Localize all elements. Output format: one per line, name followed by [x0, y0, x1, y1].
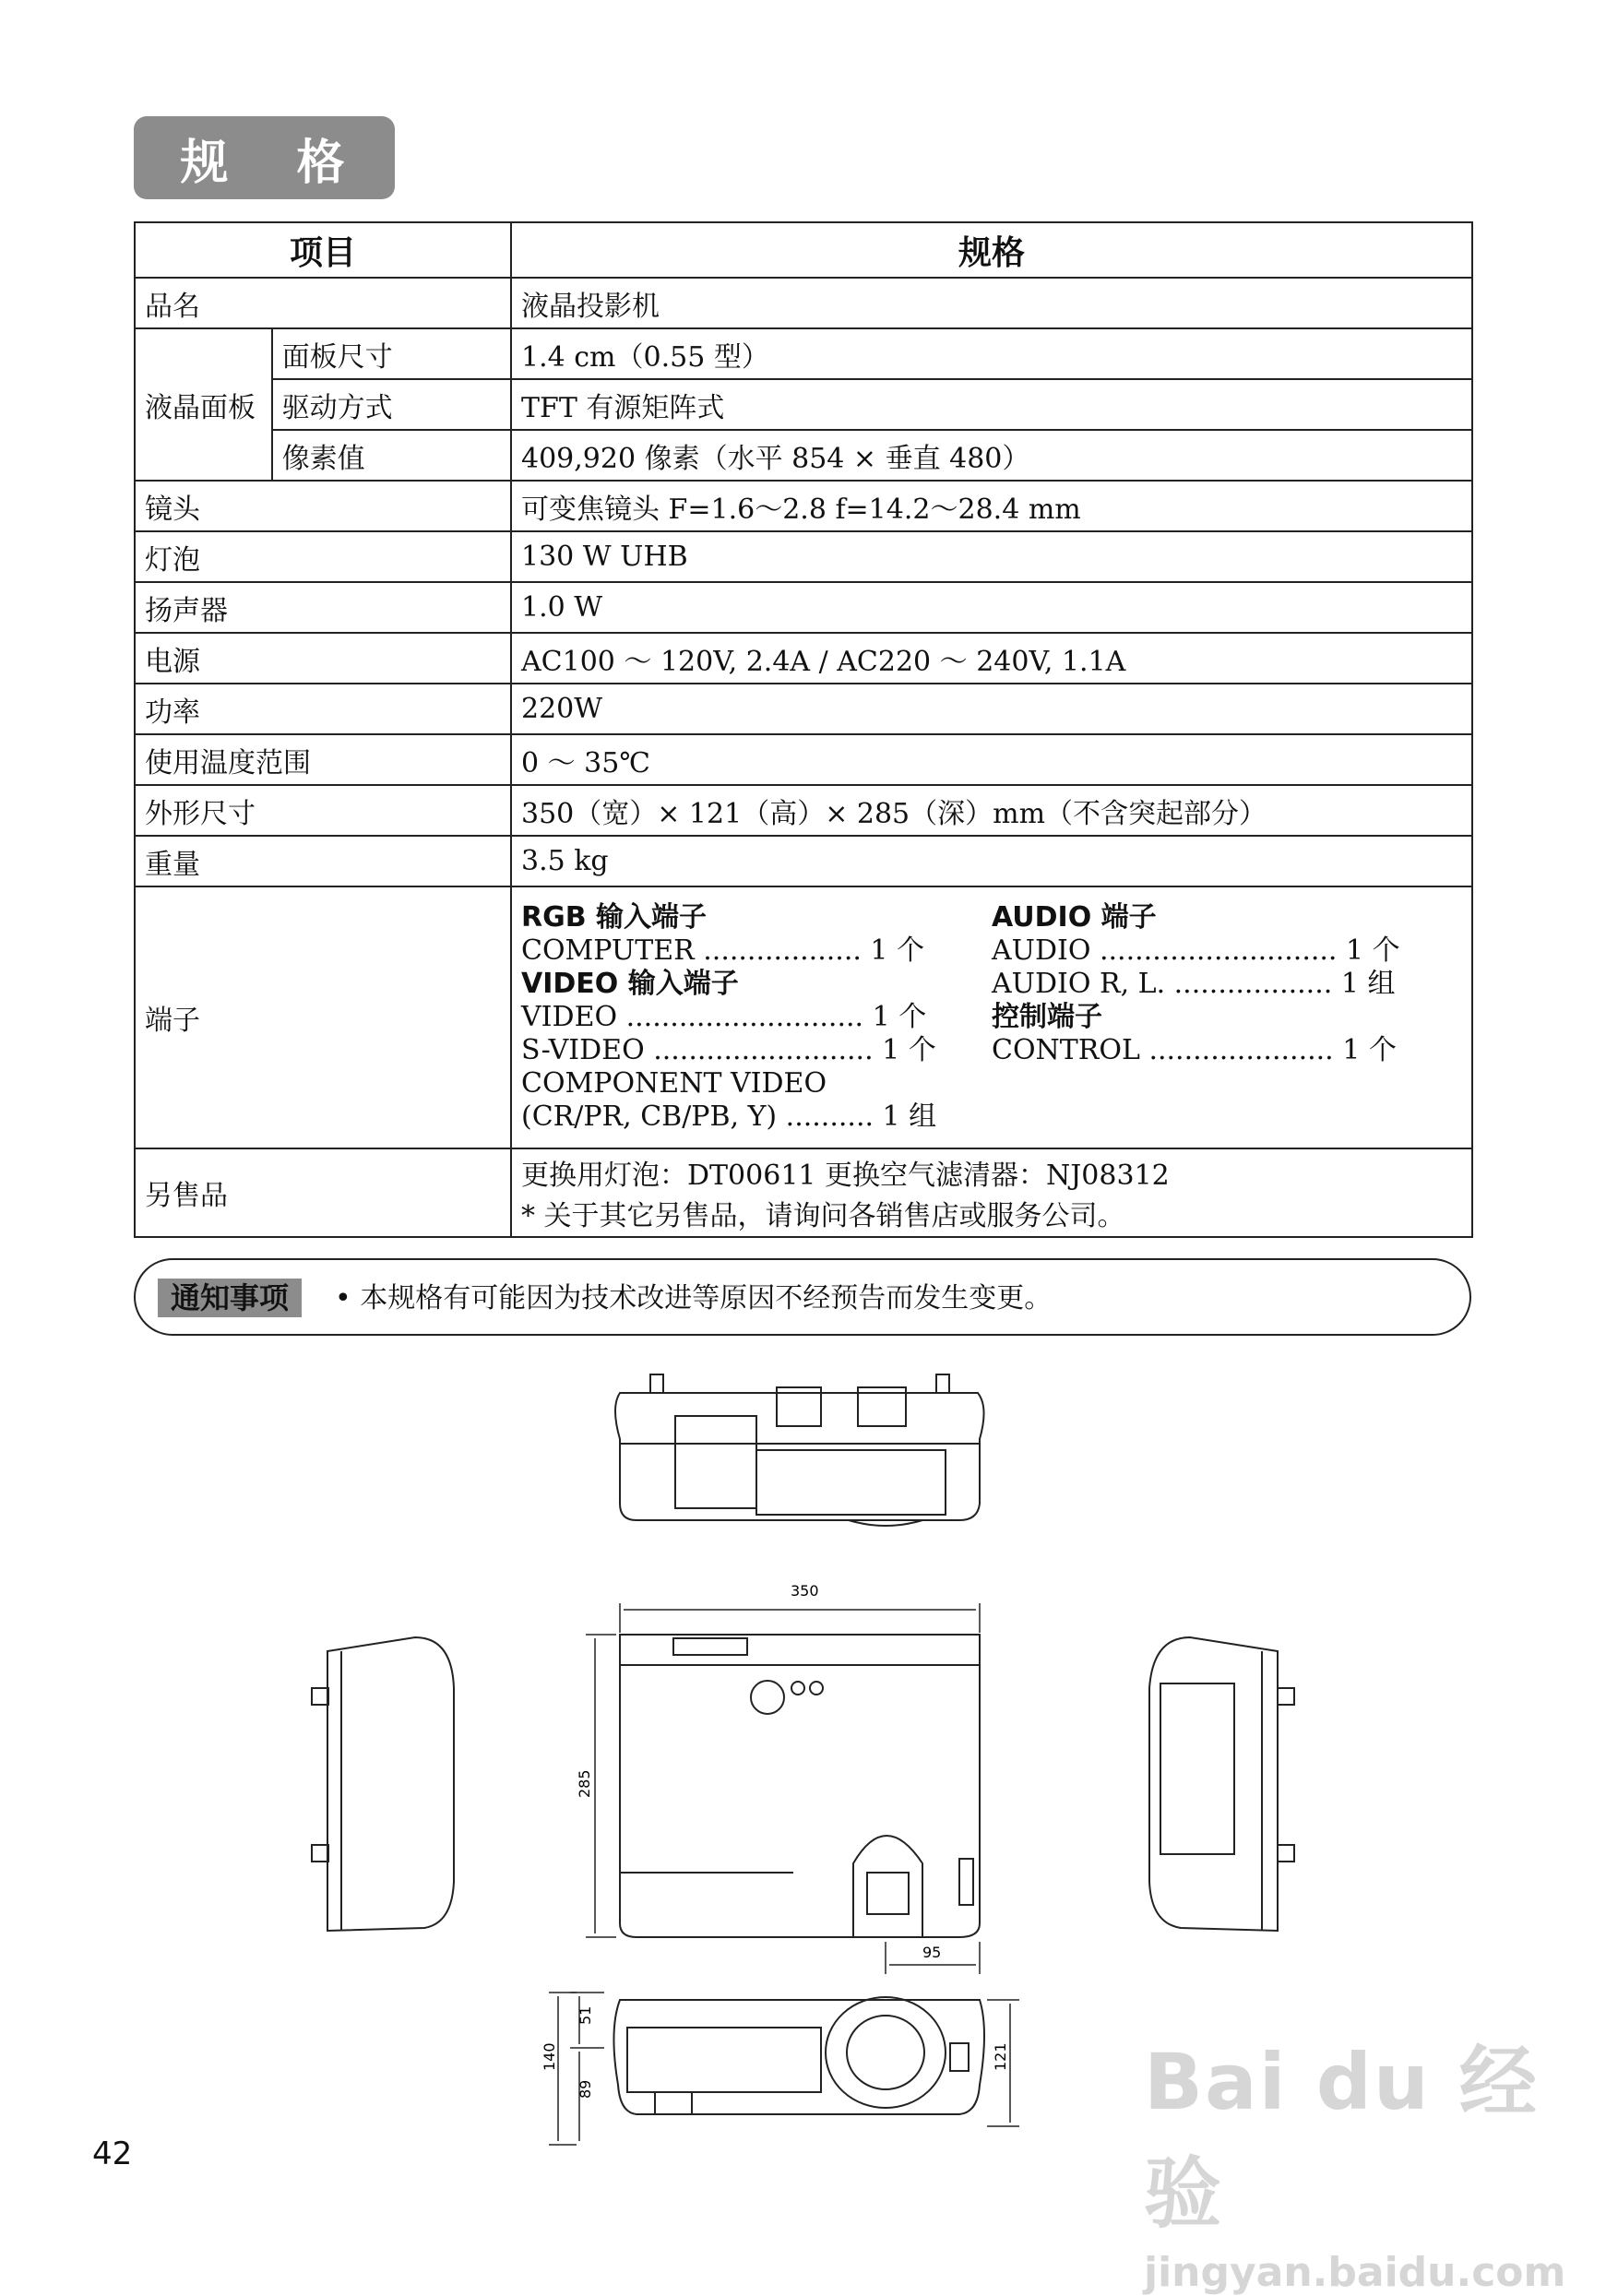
port-audio-rl: AUDIO R, L. .................. 1 组 [992, 968, 1396, 1000]
page-number: 42 [92, 2135, 133, 2172]
dimension-width [620, 1603, 980, 1633]
dim-lens-label: 95 [922, 1944, 942, 1961]
accessory-line-2: * 关于其它另售品，请询问各销售店或服务公司。 [521, 1200, 1125, 1232]
notice-text: • 本规格有可能因为技术改进等原因不经预告而发生变更。 [335, 1282, 1053, 1315]
row-label: 外形尺寸 [135, 785, 511, 836]
header-item: 项目 [135, 222, 511, 278]
row-value: 可变焦镜头 F=1.6～2.8 f=14.2～28.4 mm [511, 481, 1472, 531]
page-title: 规 格 [134, 116, 395, 199]
row-label: 品名 [135, 278, 511, 328]
port-component: COMPONENT VIDEO [521, 1067, 827, 1100]
video-header: VIDEO 输入端子 [521, 968, 739, 1000]
watermark [1144, 2020, 1606, 2296]
row-label: 使用温度范围 [135, 734, 511, 785]
row-value: 3.5 kg [511, 836, 1472, 886]
watermark-brand: Bai du 经验 [1144, 2037, 1539, 2239]
row-value: TFT 有源矩阵式 [511, 379, 1472, 430]
port-component-2: (CR/PR, CB/PB, Y) .......... 1 组 [521, 1100, 937, 1133]
row-value: 1.4 cm（0.55 型） [511, 328, 1472, 379]
notice-badge: 通知事项 [158, 1279, 302, 1317]
sub-label: 像素值 [272, 430, 511, 481]
watermark-url: jingyan.baidu.com [1144, 2249, 1566, 2296]
port-control: CONTROL ..................... 1 个 [992, 1034, 1397, 1066]
row-value: AC100 ～ 120V, 2.4A / AC220 ～ 240V, 1.1A [511, 633, 1472, 684]
port-audio: AUDIO ........................... 1 个 [992, 934, 1400, 967]
port-computer: COMPUTER .................. 1 个 [521, 934, 925, 967]
left-side-drawing [312, 1637, 454, 1931]
row-label: 扬声器 [135, 582, 511, 633]
control-header: 控制端子 [992, 1001, 1102, 1033]
row-label: 端子 [135, 886, 511, 1148]
row-label: 液晶面板 [135, 328, 272, 481]
row-value: 0 ～ 35℃ [511, 734, 1472, 785]
row-value: 液晶投影机 [511, 278, 1472, 328]
row-value: 350（宽）× 121（高）× 285（深）mm（不含突起部分） [511, 785, 1472, 836]
dim-height-bottom-label: 89 [577, 2079, 594, 2099]
rear-view-drawing [615, 1374, 984, 1526]
header-spec: 规格 [511, 222, 1472, 278]
front-view-drawing [613, 1997, 984, 2114]
row-value: 409,920 像素（水平 854 × 垂直 480） [511, 430, 1472, 481]
dim-height-top-label: 51 [577, 2005, 594, 2025]
row-label: 重量 [135, 836, 511, 886]
rgb-header: RGB 输入端子 [521, 901, 708, 934]
sub-label: 驱动方式 [272, 379, 511, 430]
port-svideo: S-VIDEO ......................... 1 个 [521, 1034, 936, 1066]
row-label: 灯泡 [135, 531, 511, 582]
dimension-heights [549, 1993, 1019, 2145]
dim-height-total-label: 140 [541, 2042, 558, 2071]
row-label: 功率 [135, 684, 511, 734]
row-value: 220W [511, 684, 1472, 734]
right-side-drawing [1149, 1637, 1294, 1931]
accessory-line-1: 更换用灯泡：DT00611 更换空气滤清器：NJ08312 [521, 1160, 1170, 1192]
dim-height-body-label: 121 [992, 2042, 1009, 2071]
sub-label: 面板尺寸 [272, 328, 511, 379]
dim-width-label: 350 [791, 1582, 819, 1600]
port-video: VIDEO ........................... 1 个 [521, 1001, 927, 1033]
dim-depth-label: 285 [576, 1769, 593, 1798]
row-label: 镜头 [135, 481, 511, 531]
row-label: 电源 [135, 633, 511, 684]
top-view-drawing [620, 1635, 980, 1937]
audio-header: AUDIO 端子 [992, 901, 1157, 934]
row-value: 1.0 W [511, 582, 1472, 633]
row-value: 130 W UHB [511, 531, 1472, 582]
row-label: 另售品 [135, 1148, 511, 1237]
